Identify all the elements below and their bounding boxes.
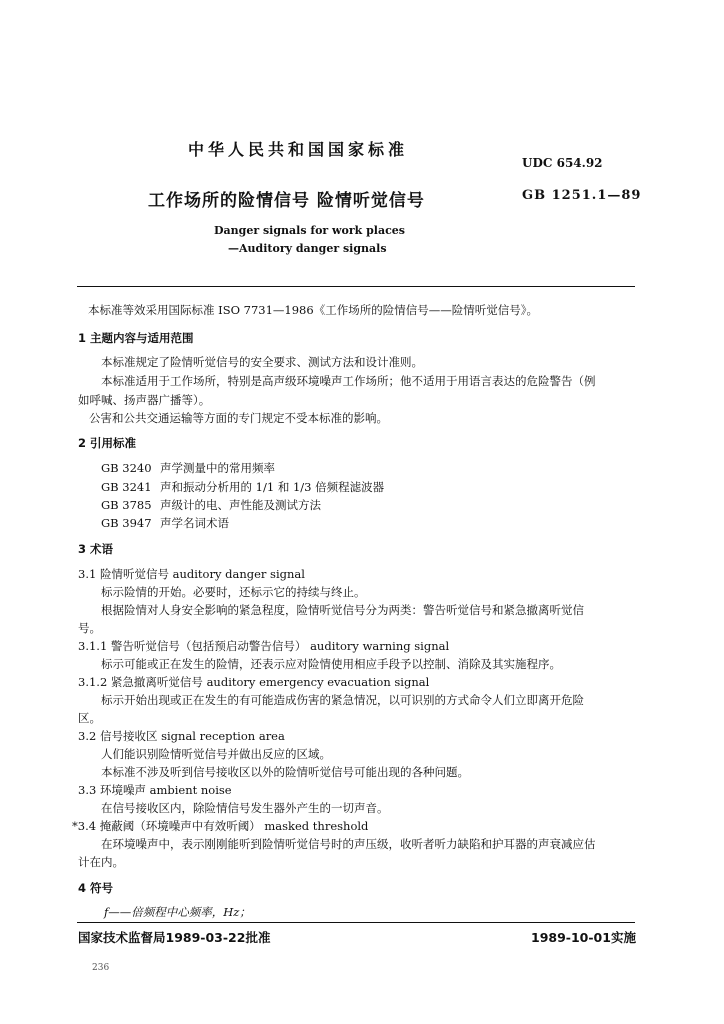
term-3-3: 3.3 环境噪声 ambient noise (78, 783, 232, 797)
term-3-1-para-1: 标示险情的开始。必要时，还标示它的持续与终止。 (101, 585, 366, 599)
reference-code: GB 3241 (101, 480, 152, 494)
term-3-3-para: 在信号接收区内，除险情信号发生器外产生的一切声音。 (101, 801, 389, 815)
footer-rule (77, 922, 635, 923)
section-1-para-1: 本标准规定了险情听觉信号的安全要求、测试方法和设计准则。 (101, 355, 423, 369)
header-rule (77, 286, 635, 287)
english-title-line2: —Auditory danger signals (228, 242, 387, 255)
term-3-4-para-b: 计在内。 (78, 855, 124, 869)
section-2-heading: 2 引用标准 (78, 436, 137, 450)
gb-code: GB 1251.1—89 (522, 188, 642, 203)
section-1-para-3: 公害和公共交通运输等方面的专门规定不受本标准的影响。 (89, 411, 388, 425)
national-standard-heading: 中华人民共和国国家标准 (188, 140, 409, 159)
term-3-1-1: 3.1.1 警告听觉信号（包括预启动警告信号） auditory warning signal (78, 639, 450, 653)
term-3-1-1-para: 标示可能或正在发生的险情，还表示应对险情使用相应手段予以控制、消除及其实施程序。 (101, 657, 561, 671)
term-3-1-2-para-a: 标示开始出现或正在发生的有可能造成伤害的紧急情况，以可识别的方式命令人们立即离开危险 (101, 693, 584, 707)
approval-line: 国家技术监督局1989-03-22批准 (78, 930, 271, 945)
term-3-1-2-para-b: 区。 (78, 711, 101, 725)
reference-title: 声级计的电、声性能及测试方法 (160, 498, 321, 512)
english-title-line1: Danger signals for work places (214, 224, 406, 237)
reference-title: 声学测量中的常用频率 (160, 461, 275, 475)
reference-code: GB 3785 (101, 498, 152, 512)
symbol-f-definition: f——倍频程中心频率，Hz； (104, 905, 251, 919)
reference-title: 声和振动分析用的 1/1 和 1/3 倍频程滤波器 (160, 480, 385, 494)
section-4-heading: 4 符号 (78, 881, 114, 895)
effective-date-line: 1989-10-01实施 (531, 930, 636, 945)
udc-code: UDC 654.92 (522, 156, 603, 170)
section-1-para-2b: 如呼喊、扬声器广播等）。 (78, 393, 211, 407)
term-3-1-para-2b: 号。 (78, 621, 101, 635)
term-3-2-para-2: 本标准不涉及听到信号接收区以外的险情听觉信号可能出现的各种问题。 (101, 765, 469, 779)
page-number: 236 (92, 963, 110, 973)
term-3-1-2: 3.1.2 紧急撤离听觉信号 auditory emergency evacuation signal (78, 675, 430, 689)
section-1-para-2a: 本标准适用于工作场所，特别是高声级环境噪声工作场所；他不适用于用语言表达的危险警告（例 (101, 374, 596, 388)
term-3-4-para-a: 在环境噪声中，表示刚刚能听到险情听觉信号时的声压级，收听者听力缺陷和护耳器的声衰减应估 (101, 837, 596, 851)
term-3-4: *3.4 掩蔽阈（环境噪声中有效听阈） masked threshold (72, 819, 369, 833)
chinese-title: 工作场所的险情信号 险情听觉信号 (148, 191, 425, 211)
term-3-1: 3.1 险情听觉信号 auditory danger signal (78, 567, 305, 581)
section-1-heading: 1 主题内容与适用范围 (78, 331, 194, 345)
reference-code: GB 3240 (101, 461, 152, 475)
intro-paragraph: 本标准等效采用国际标准 ISO 7731—1986《工作场所的险情信号——险情听觉信号》。 (88, 303, 538, 317)
term-3-2: 3.2 信号接收区 signal reception area (78, 729, 285, 743)
reference-title: 声学名词术语 (160, 516, 229, 530)
reference-code: GB 3947 (101, 516, 152, 530)
term-3-1-para-2a: 根据险情对人身安全影响的紧急程度，险情听觉信号分为两类：警告听觉信号和紧急撤离听觉信 (101, 603, 584, 617)
section-3-heading: 3 术语 (78, 542, 114, 556)
term-3-2-para-1: 人们能识别险情听觉信号并做出反应的区域。 (101, 747, 331, 761)
